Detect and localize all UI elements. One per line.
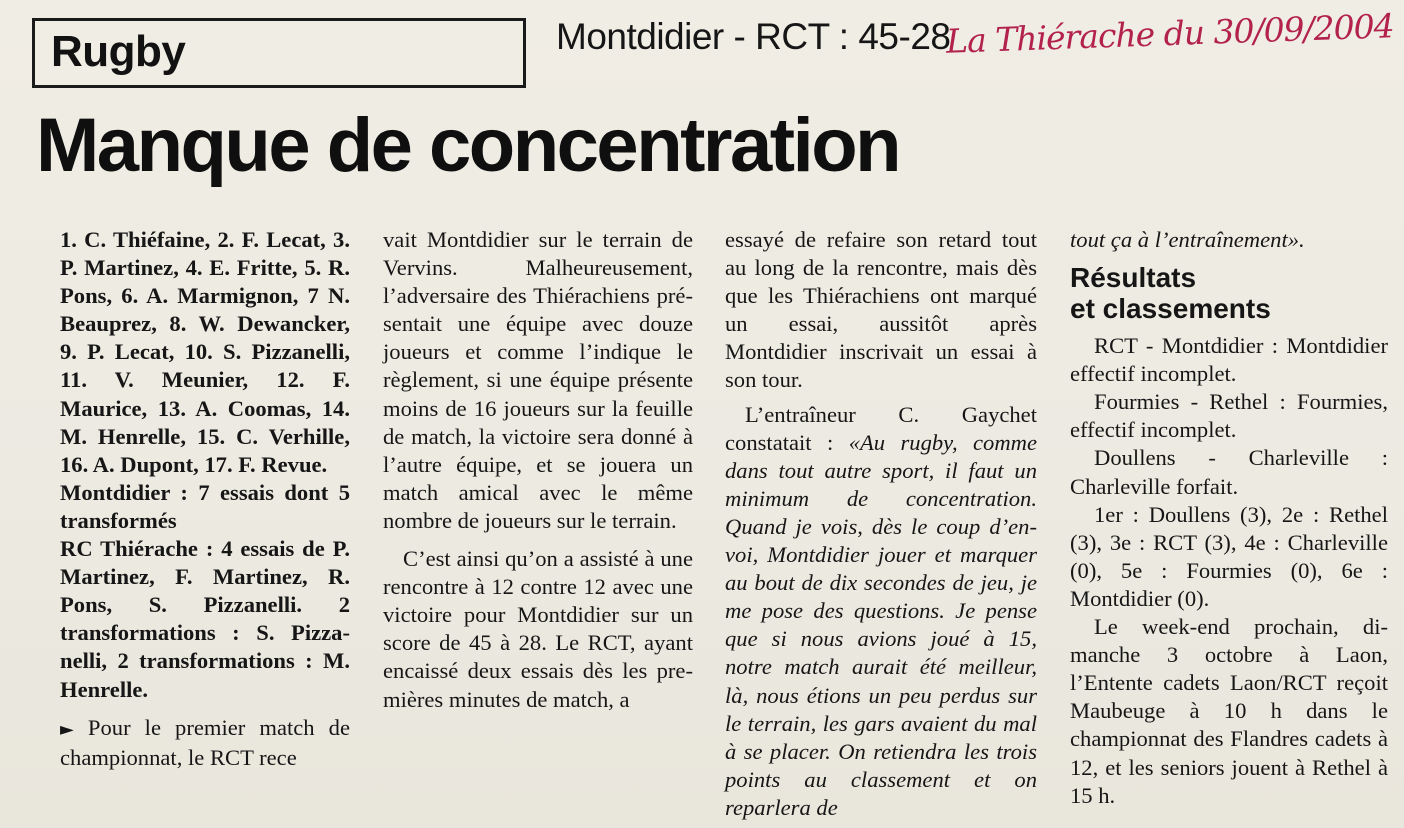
col3-paragraph-1: essayé de refaire son retard tout au long de la rencontre, mais dès que les Thiérachiens ont marqué un essai, aussitôt après Montdidier inscrivait un essai à son tour.: [725, 227, 1037, 393]
team-lineup-text: 1. C. Thiéfaine, 2. F. Lecat, 3. P. Martinez, 4. E. Fritte, 5. R. Pons, 6. A. Marmignon, 7 N. Beauprez, 8. W. Dewancker, 9. P. Lecat, 10. S. Pizzanelli, 11. V. Meunier, 12. F. Maurice, 13. A. Coomas, 14. M. Henrelle, 15. C. Verhille, 16. A. Dupont, 17. F. Revue.: [60, 227, 350, 477]
coach-lead-in: L’entraîneur C. Gaychet constatait :: [725, 401, 1037, 455]
intro-paragraph: [60, 714, 350, 772]
intro-text: Pour le premier match de championnat, le RCT rece: [60, 714, 350, 770]
col2-paragraph-1: vait Montdidier sur le terrain de Vervins. Malheureusement, l’adversaire des Thiérachiens présentait une équipe avec douze joueurs et comme l’indique le règlement, si une équipe présente moins de 16 joueurs sur la feuille de match, la victoire sera donné à l’autre équipe, et se jouera un match amical avec le même nombre de joueurs sur le terrain.: [383, 227, 693, 533]
results-subhead: [1070, 262, 1388, 324]
montdidier-summary: Montdidier : 7 essais dont 5 transformés: [60, 479, 350, 533]
article-column-3: [725, 226, 1037, 822]
quote-ending: tout ça à l’entraînement».: [1070, 227, 1305, 252]
article-column-1: [60, 226, 350, 772]
article-headline: Manque de concentration: [36, 103, 900, 188]
result-rct-montdidier: RCT - Montdidier : Montdidier effectif incomplet.: [1070, 333, 1388, 387]
results-subhead-line-1: Résultats: [1070, 262, 1197, 294]
rct-summary: RC Thiérache : 4 essais de P. Martinez, F. Martinez, R. Pons, S. Pizzanelli. 2 transformations : S. Pizzanelli, 2 transformations : M. Henrelle.: [60, 536, 350, 702]
standings: 1er : Doullens (3), 2e : Rethel (3), 3e : RCT (3), 4e : Charleville (0), 5e : Fourmies (0), 6e : Montdidier (0).: [1070, 501, 1388, 611]
next-weekend: Le week-end prochain, dimanche 3 octobre à Laon, l’Entente cadets Laon/RCT reçoit Maubeuge à 10 h dans le championnat des Flandres cadets à 12, et les seniors jouent à Rethel à 15 h.: [1070, 614, 1388, 808]
arrow-bullet-icon: ►: [60, 718, 74, 740]
section-kicker: Rugby: [51, 27, 186, 76]
col2-paragraph-2: C’est ainsi qu’on a assisté à une rencontre à 12 contre 12 avec une victoire pour Montdidier sur un score de 45 à 28. Le RCT, ayant encaissé deux essais dès les premières minutes de match, a: [383, 546, 693, 712]
match-score-line: Montdidier - RCT : 45-28: [556, 16, 951, 57]
article-column-2: [383, 226, 693, 714]
section-kicker-box: [32, 18, 526, 88]
result-fourmies-rethel: Fourmies - Rethel : Fourmies, effectif incomplet.: [1070, 389, 1388, 443]
article-column-4: [1070, 226, 1388, 810]
col3-paragraph-2: [725, 401, 1037, 822]
team-lineup: [60, 226, 350, 479]
handwritten-source-note: La Thiérache du 30/09/2004: [945, 6, 1395, 61]
results-subhead-line-2: et classements: [1070, 293, 1271, 325]
coach-quote: «Au rugby, comme dans tout autre sport, il faut un minimum de concentration. Quand je vois, dès le coup d’envoi, Montdidier jouer et marquer au bout de dix secondes de jeu, je me pose des questions. Je pense que si nous avions joué à 15, notre match aurait été meilleur, là, nous étions un peu perdus sur le terrain, les gars avaient du mal à se placer. On retiendra les trois points au classement et on reparlera de: [725, 429, 1038, 820]
result-doullens-charleville: Doullens - Charleville : Charleville forfait.: [1070, 445, 1388, 499]
